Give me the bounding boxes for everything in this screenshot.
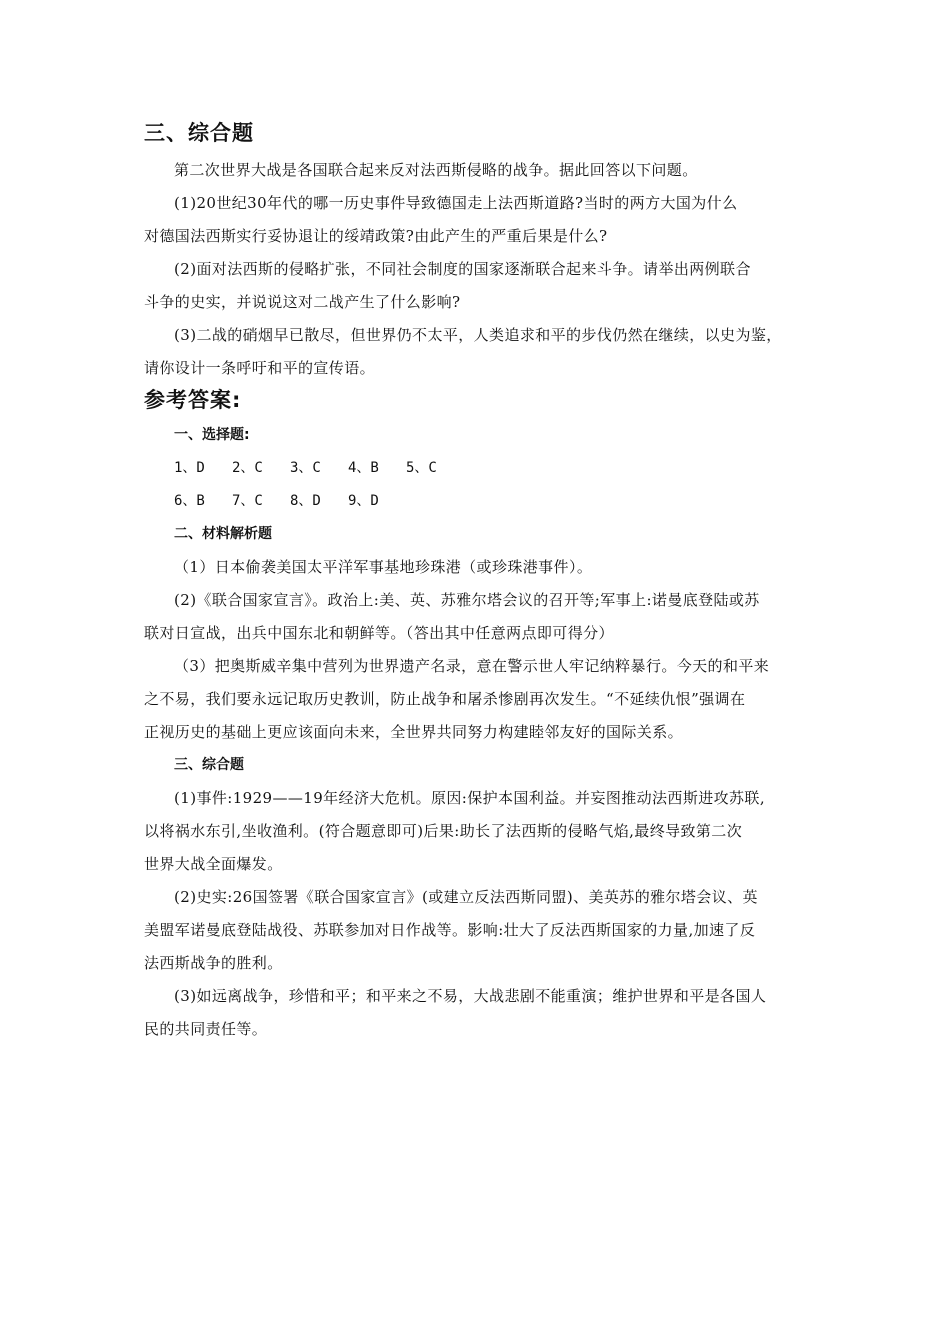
- choice-answer: 6、B: [174, 493, 205, 509]
- question-1-line-1: (1)20世纪30年代的哪一历史事件导致德国走上法西斯道路?当时的两方大国为什么: [174, 194, 738, 212]
- choice-answer: 5、C: [406, 460, 437, 476]
- question-intro: 第二次世界大战是各国联合起来反对法西斯侵略的战争。据此回答以下问题。: [174, 161, 698, 179]
- choice-answer: 4、B: [348, 460, 379, 476]
- answers-choice-heading: 一、选择题:: [174, 427, 250, 443]
- material-answer-3-line-3: 正视历史的基础上更应该面向未来，全世界共同努力构建睦邻友好的国际关系。: [144, 723, 684, 741]
- choice-answer: 8、D: [290, 493, 321, 509]
- choice-answer: 7、C: [232, 493, 263, 509]
- choice-answer: 9、D: [348, 493, 379, 509]
- comprehensive-answer-3-line-2: 民的共同责任等。: [144, 1020, 268, 1038]
- document-page: [144, 118, 814, 1046]
- material-answer-3-line-2: 之不易，我们要永远记取历史教训，防止战争和屠杀惨剧再次发生。“不延续仇恨”强调在: [144, 690, 746, 708]
- comprehensive-answer-1-line-2: 以将祸水东引,坐收渔利。(符合题意即可)后果:助长了法西斯的侵略气焰,最终导致第二次: [144, 822, 743, 840]
- material-answer-3-line-1: （3）把奥斯威辛集中营列为世界遗产名录，意在警示世人牢记纳粹暴行。今天的和平来: [174, 657, 770, 675]
- section-heading-comprehensive: 三、综合题: [144, 121, 254, 145]
- comprehensive-answer-2-line-1: (2)史实:26国签署《联合国家宣言》(或建立反法西斯同盟)、美英苏的雅尔塔会议、英: [174, 888, 758, 906]
- question-2-line-1: (2)面对法西斯的侵略扩张，不同社会制度的国家逐渐联合起来斗争。请举出两例联合: [174, 260, 751, 278]
- choice-answers-row-2: [144, 485, 814, 518]
- answers-material-heading: 二、材料解析题: [174, 526, 272, 542]
- answers-comprehensive-heading: 三、综合题: [174, 757, 244, 773]
- material-answer-2-line-2: 联对日宣战，出兵中国东北和朝鲜等。（答出其中任意两点即可得分）: [144, 624, 614, 642]
- question-3-line-1: (3)二战的硝烟早已散尽，但世界仍不太平，人类追求和平的步伐仍然在继续，以史为鉴，: [174, 326, 782, 344]
- question-2-line-2: 斗争的史实，并说说这对二战产生了什么影响?: [144, 293, 461, 311]
- comprehensive-answer-1-line-3: 世界大战全面爆发。: [144, 855, 283, 873]
- question-1-line-2: 对德国法西斯实行妥协退让的绥靖政策?由此产生的严重后果是什么?: [144, 227, 608, 245]
- material-answer-2-line-1: (2)《联合国家宣言》。政治上:美、英、苏雅尔塔会议的召开等;军事上:诺曼底登陆或苏: [174, 591, 760, 609]
- comprehensive-answer-2-line-3: 法西斯战争的胜利。: [144, 954, 283, 972]
- comprehensive-answer-2-line-2: 美盟军诺曼底登陆战役、苏联参加对日作战等。影响:壮大了反法西斯国家的力量,加速了反: [144, 921, 756, 939]
- material-answer-1: （1）日本偷袭美国太平洋军事基地珍珠港（或珍珠港事件）。: [174, 558, 593, 576]
- comprehensive-answer-3-line-1: (3)如远离战争，珍惜和平；和平来之不易，大战悲剧不能重演；维护世界和平是各国人: [174, 987, 767, 1005]
- question-3-line-2: 请你设计一条呼吁和平的宣传语。: [144, 359, 376, 377]
- comprehensive-answer-1-line-1: (1)事件:1929——19年经济大危机。原因:保护本国利益。并妄图推动法西斯进攻苏联,: [174, 789, 765, 807]
- answers-heading: 参考答案:: [144, 388, 242, 412]
- choice-answers-row-1: [144, 452, 814, 485]
- choice-answer: 1、D: [174, 460, 205, 476]
- choice-answer: 3、C: [290, 460, 321, 476]
- choice-answer: 2、C: [232, 460, 263, 476]
